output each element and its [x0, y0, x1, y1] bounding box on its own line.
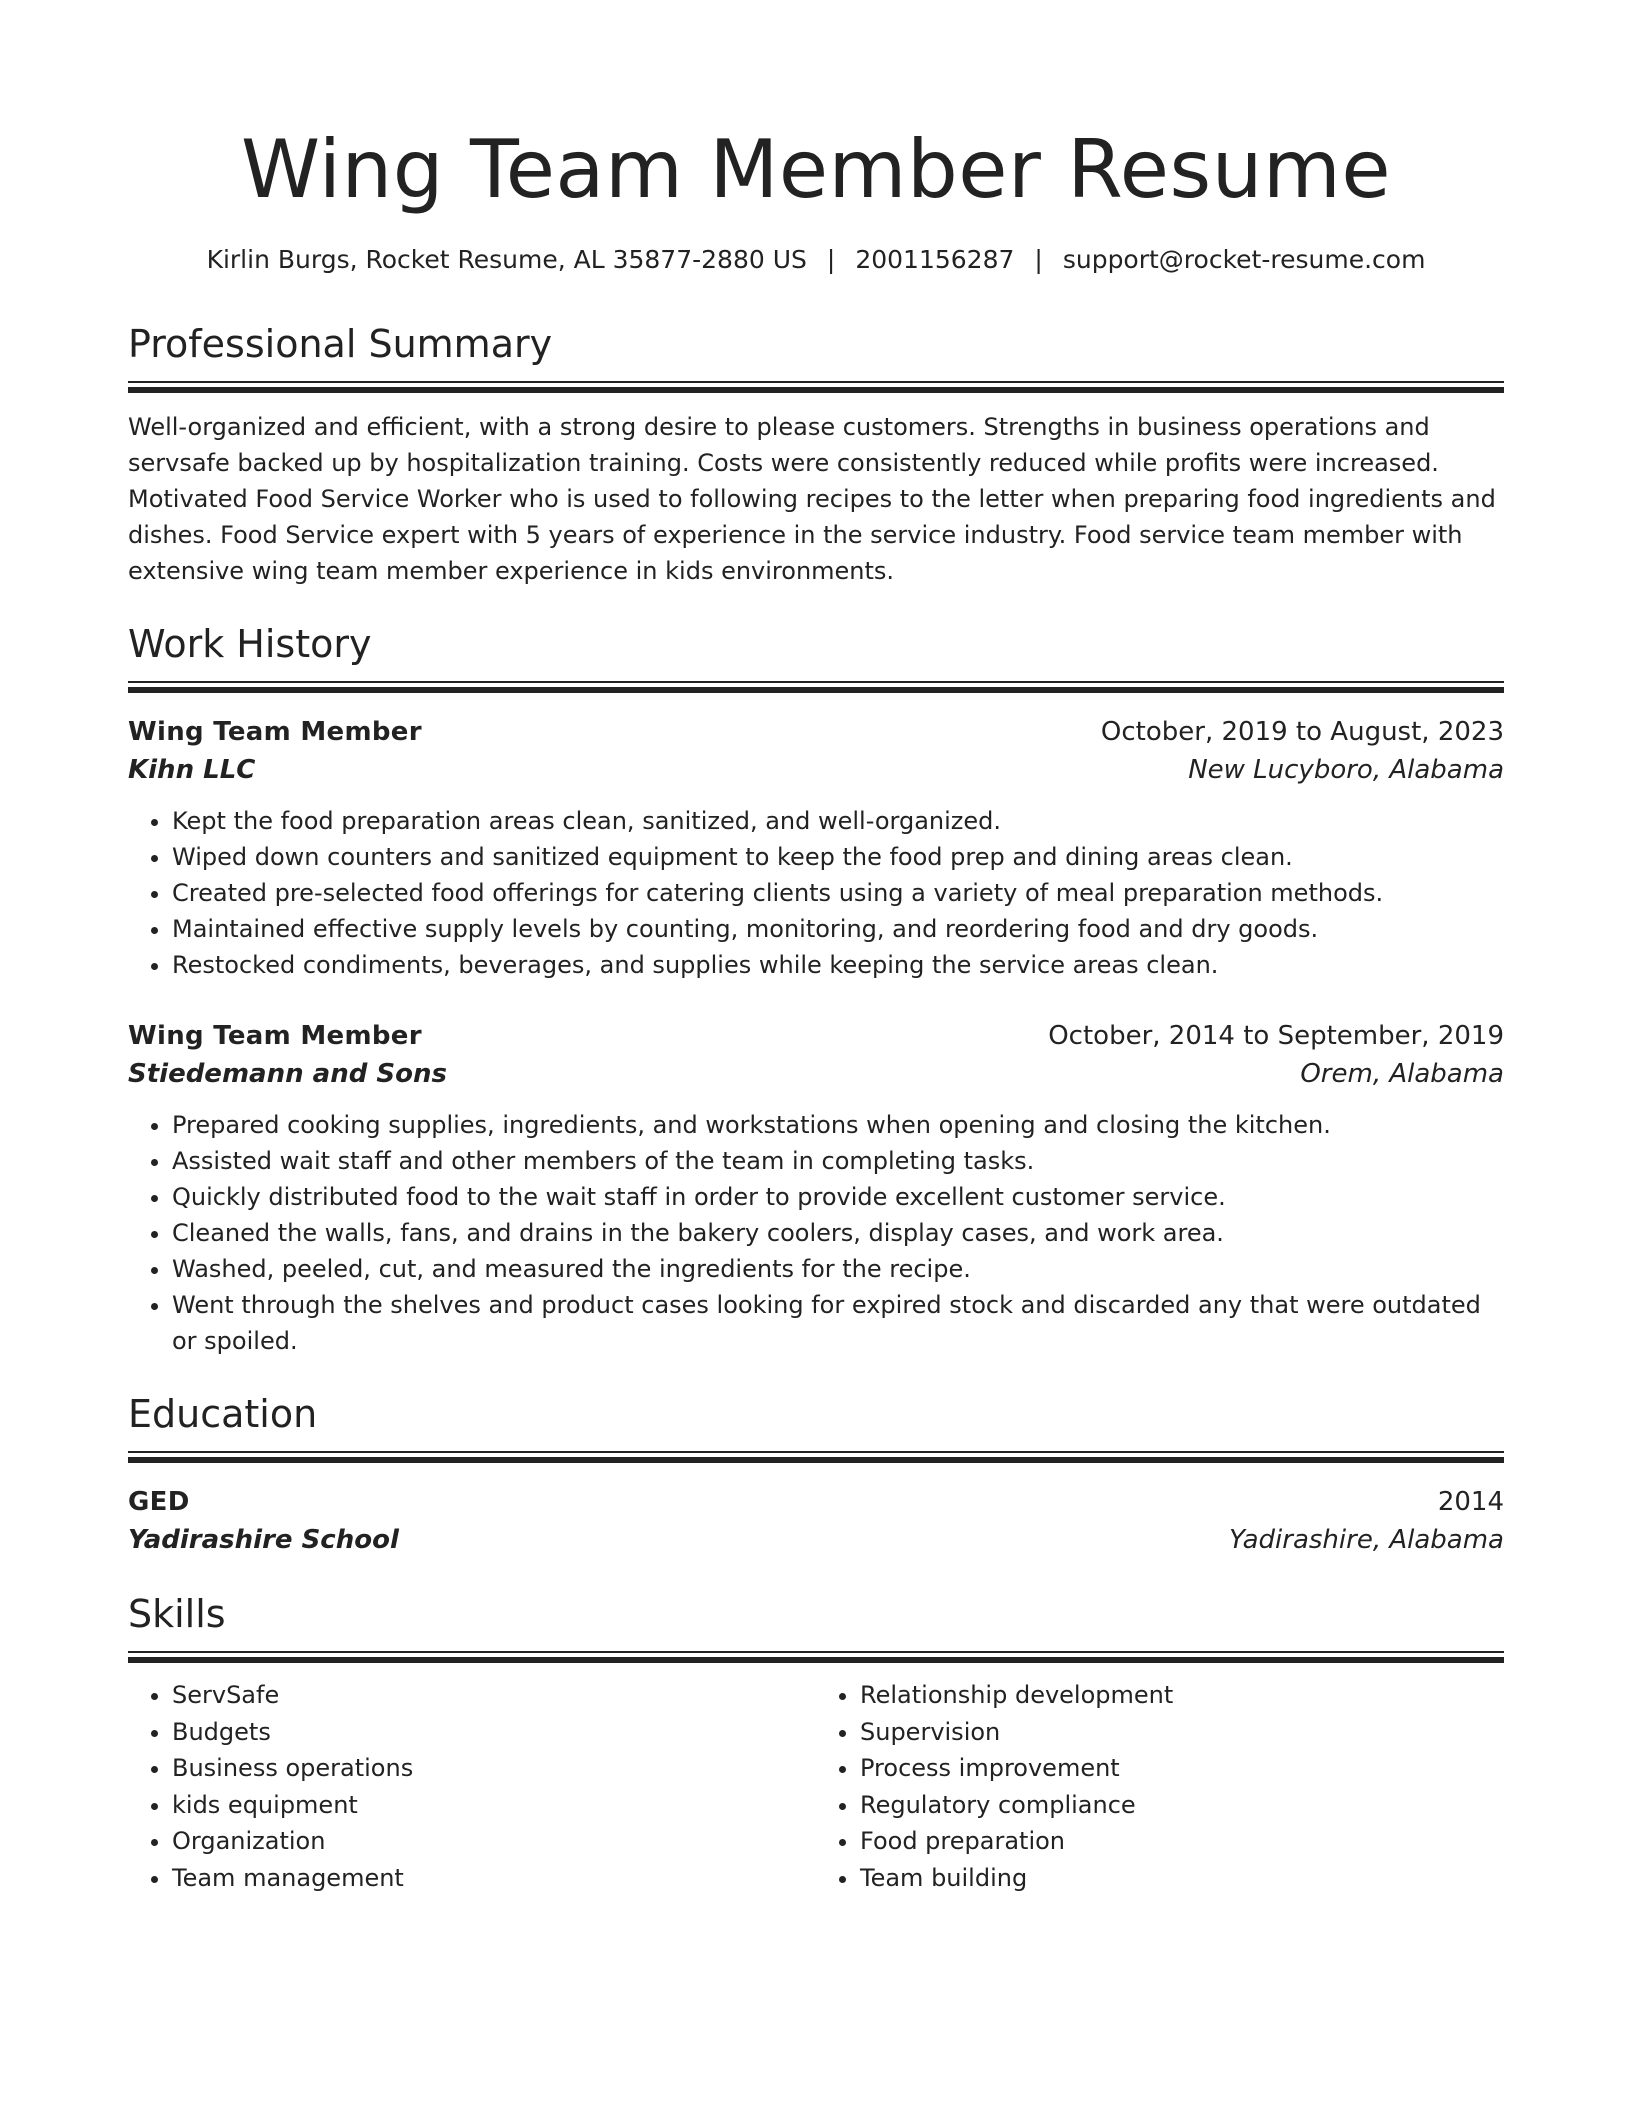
- section-heading-work: Work History: [128, 622, 372, 666]
- skill-item: • Budgets: [172, 1714, 816, 1751]
- section-divider: [128, 1451, 1504, 1463]
- section-divider: [128, 1651, 1504, 1663]
- contact-email[interactable]: support@rocket-resume.com: [1062, 245, 1426, 274]
- contact-phone: 2001156287: [855, 245, 1015, 274]
- job-duties: [128, 1107, 1504, 1359]
- job-title: Wing Team Member: [128, 717, 422, 747]
- skill-item: • Food preparation: [860, 1823, 1504, 1860]
- contact-address: Kirlin Burgs, Rocket Resume, AL 35877-2880 US: [206, 245, 807, 274]
- job-entry: [128, 1017, 1504, 1359]
- list-item: • Kept the food preparation areas clean, sanitized, and well-organized.: [172, 803, 1504, 839]
- skill-item: • ServSafe: [172, 1677, 816, 1714]
- section-heading-skills: Skills: [128, 1592, 226, 1636]
- list-item: • Washed, peeled, cut, and measured the ingredients for the recipe.: [172, 1251, 1504, 1287]
- education-section: [128, 1389, 1504, 1559]
- job-duties: [128, 803, 1504, 983]
- skill-item: • kids equipment: [172, 1787, 816, 1824]
- education-degree: GED: [128, 1487, 190, 1517]
- education-year: 2014: [1437, 1487, 1504, 1517]
- job-title: Wing Team Member: [128, 1021, 422, 1051]
- job-location: Orem, Alabama: [1300, 1059, 1504, 1089]
- job-location: New Lucyboro, Alabama: [1188, 755, 1504, 785]
- job-entry: [128, 713, 1504, 983]
- job-employer: Kihn LLC: [128, 755, 256, 785]
- list-item: • Cleaned the walls, fans, and drains in the bakery coolers, display cases, and work area.: [172, 1215, 1504, 1251]
- skill-item: • Team management: [172, 1860, 816, 1897]
- skill-item: • Organization: [172, 1823, 816, 1860]
- education-school: Yadirashire School: [128, 1525, 399, 1555]
- skill-item: • Team building: [860, 1860, 1504, 1897]
- education-location: Yadirashire, Alabama: [1229, 1525, 1504, 1555]
- skills-columns: [128, 1677, 1504, 1896]
- section-divider: [128, 381, 1504, 393]
- list-item: • Quickly distributed food to the wait staff in order to provide excellent customer service.: [172, 1179, 1504, 1215]
- summary-text: Well-organized and efficient, with a strong desire to please customers. Strengths in business operations and servsafe backed up by hospitalization training. Costs were consistently reduced while profits were increased. Motivated Food Service Worker who is used to following recipes to the letter when preparing food ingredients and dishes. Food Service expert with 5 years of experience in the service industry. Food service team member with extensive wing team member experience in kids environments.: [128, 413, 1496, 585]
- contact-line: [128, 243, 1504, 277]
- job-employer: Stiedemann and Sons: [128, 1059, 447, 1089]
- list-item: • Wiped down counters and sanitized equipment to keep the food prep and dining areas clean.: [172, 839, 1504, 875]
- skill-item: • Supervision: [860, 1714, 1504, 1751]
- list-item: • Assisted wait staff and other members of the team in completing tasks.: [172, 1143, 1504, 1179]
- list-item: • Restocked condiments, beverages, and supplies while keeping the service areas clean.: [172, 947, 1504, 983]
- list-item: • Created pre-selected food offerings for catering clients using a variety of meal preparation methods.: [172, 875, 1504, 911]
- education-entry: [128, 1483, 1504, 1559]
- skill-item: • Regulatory compliance: [860, 1787, 1504, 1824]
- skills-section: [128, 1589, 1504, 1896]
- skill-item: • Business operations: [172, 1750, 816, 1787]
- list-item: • Went through the shelves and product cases looking for expired stock and discarded any that were outdated or spoiled.: [172, 1287, 1504, 1359]
- list-item: • Maintained effective supply levels by counting, monitoring, and reordering food and dry goods.: [172, 911, 1504, 947]
- contact-separator: |: [1034, 245, 1043, 274]
- resume-title: Wing Team Member Resume: [240, 123, 1392, 216]
- job-dates: October, 2014 to September, 2019: [1048, 1021, 1504, 1051]
- skill-item: • Process improvement: [860, 1750, 1504, 1787]
- skill-item: • Relationship development: [860, 1677, 1504, 1714]
- section-heading-summary: Professional Summary: [128, 322, 553, 366]
- section-heading-education: Education: [128, 1392, 318, 1436]
- section-divider: [128, 681, 1504, 693]
- summary-section: [128, 319, 1504, 589]
- work-history-section: [128, 619, 1504, 1359]
- contact-separator: |: [826, 245, 836, 274]
- job-dates: October, 2019 to August, 2023: [1100, 717, 1504, 747]
- skills-list-right: [816, 1677, 1504, 1896]
- list-item: • Prepared cooking supplies, ingredients, and workstations when opening and closing the kitchen.: [172, 1107, 1504, 1143]
- skills-list-left: [128, 1677, 816, 1896]
